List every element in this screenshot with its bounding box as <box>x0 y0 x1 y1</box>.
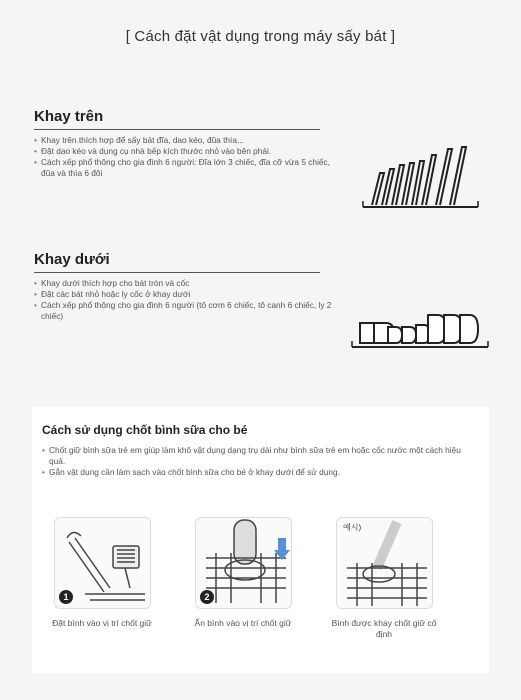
list-item: • Đặt dao kéo và dụng cụ nhà bếp kích thước nhỏ vào bên phải. <box>34 146 334 157</box>
upper-tray-bullets <box>34 135 334 179</box>
example-label: 예시) <box>343 523 362 532</box>
step-3-image <box>336 517 433 609</box>
step-3-caption: Bình được khay chốt giữ cố định <box>331 618 437 639</box>
list-item: • Cách xếp phổ thông cho gia đình 6 người: Đĩa lớn 3 chiếc, đĩa cỡ vừa 5 chiếc, đũa và thìa 6 đôi <box>34 157 334 179</box>
list-item: • Khay trên thích hợp để sấy bát đĩa, dao kéo, đũa thìa... <box>34 135 334 146</box>
step-1-caption: Đặt bình vào vị trí chốt giữ <box>52 618 152 628</box>
list-item: • Đặt các bát nhỏ hoặc ly cốc ở khay dưới <box>34 289 344 300</box>
lower-tray-heading: Khay dưới <box>34 251 320 273</box>
list-item: • Khay dưới thích hợp cho bát tròn và cốc <box>34 278 344 289</box>
step-2-caption: Ấn bình vào vị trí chốt giữ <box>194 618 292 628</box>
lower-tray-bullets <box>34 278 344 322</box>
list-item: • Cách xếp phổ thông cho gia đình 6 người (tô cơm 6 chiếc, tô canh 6 chiếc, ly 2 chiếc) <box>34 300 344 322</box>
list-item: • Gắn vật dụng cần làm sạch vào chốt bình sữa cho bé ở khay dưới để sử dụng. <box>42 467 472 478</box>
upper-tray-section <box>34 108 334 179</box>
lower-tray-section <box>34 251 334 322</box>
step-1-number: 1 <box>59 590 73 604</box>
page-title: [ Cách đặt vật dụng trong máy sấy bát ] <box>125 28 396 45</box>
bottle-pin-card <box>32 407 489 673</box>
step-2-number: 2 <box>200 590 214 604</box>
upper-tray-heading: Khay trên <box>34 108 320 130</box>
bottle-pin-heading: Cách sử dụng chốt bình sữa cho bé <box>42 423 248 437</box>
bottle-pin-bullets <box>42 445 472 478</box>
list-item: • Chốt giữ bình sữa trẻ em giúp làm khô vật dụng dạng trụ dài như bình sữa trẻ em hoặc cốc nước một cách hiệu quả. <box>42 445 472 467</box>
upper-tray-plates-illustration <box>358 145 488 215</box>
lower-tray-bowls-illustration <box>350 305 490 355</box>
step-2-image <box>195 517 292 609</box>
step-1-image <box>54 517 151 609</box>
